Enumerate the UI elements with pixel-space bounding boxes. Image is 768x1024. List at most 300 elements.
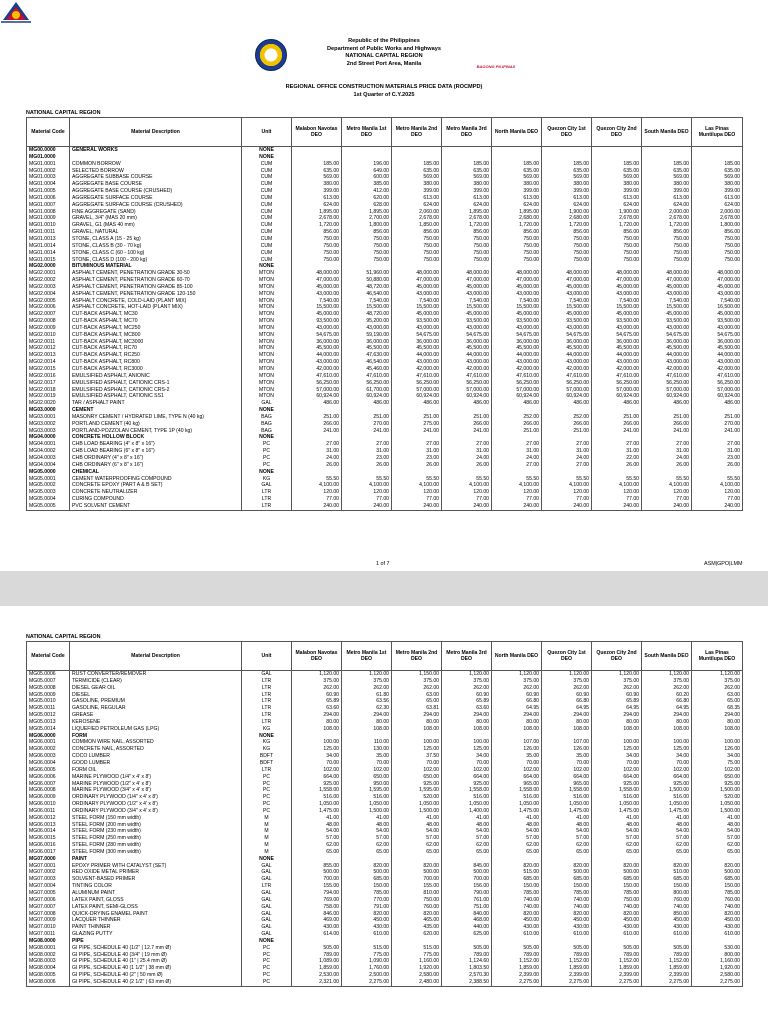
unit-cell: MTON (242, 318, 292, 325)
price-cell: 266.00 (442, 421, 492, 428)
price-cell: 62.00 (492, 842, 542, 849)
column-header: North Manila DEO (492, 118, 542, 147)
price-cell: 430.00 (642, 924, 692, 931)
price-cell: 1,475.00 (492, 808, 542, 815)
material-code-cell: MG04.0003 (27, 455, 70, 462)
unit-cell: BAG (242, 428, 292, 435)
material-code-cell: MG07.0002 (27, 869, 70, 876)
unit-cell: LTR (242, 767, 292, 774)
price-cell (292, 154, 342, 161)
price-cell: 856.00 (692, 229, 743, 236)
material-code-cell: MG06.0006 (27, 774, 70, 781)
unit-cell: PC (242, 441, 292, 448)
price-cell: 15,500.00 (392, 304, 442, 311)
price-cell: 294.00 (342, 712, 392, 719)
price-cell: 399.00 (392, 188, 442, 195)
material-code-cell: MG05.0004 (27, 496, 70, 503)
material-description-cell: CUT-BACK ASPHALT, MC30 (70, 311, 242, 318)
price-cell: 750.00 (442, 236, 492, 243)
price-cell: 380.00 (392, 181, 442, 188)
price-cell: 45,460.00 (342, 366, 392, 373)
column-header: Metro Manila 3rd DEO (442, 642, 492, 671)
price-cell: 48.00 (692, 822, 743, 829)
price-cell (292, 469, 342, 476)
material-description-cell: ASPHALT CEMENT, PENETRATION GRADE 85-100 (70, 284, 242, 291)
price-cell: 56,250.00 (642, 380, 692, 387)
material-description-cell: CUT-BACK ASPHALT, RC800 (70, 359, 242, 366)
unit-cell: PC (242, 462, 292, 469)
price-cell: 380.00 (442, 181, 492, 188)
price-cell (392, 938, 442, 945)
price-cell: 120.00 (692, 489, 743, 496)
table-row (27, 911, 743, 918)
table-row (27, 284, 743, 291)
material-code-cell: MG07.0006 (27, 897, 70, 904)
table-row (27, 387, 743, 394)
column-header: Quezon City 2nd DEO (592, 642, 642, 671)
material-description-cell: SOLVENT-BASED PRIMER (70, 876, 242, 883)
unit-cell: PC (242, 958, 292, 965)
price-cell: 60,924.00 (642, 393, 692, 400)
price-cell: 41.00 (542, 815, 592, 822)
price-cell (342, 263, 392, 270)
price-cell: 1,475.00 (592, 808, 642, 815)
price-cell: 37.50 (392, 753, 442, 760)
price-cell: 55.50 (592, 476, 642, 483)
unit-cell: GAL (242, 869, 292, 876)
material-code-cell: MG01.0000 (27, 154, 70, 161)
price-cell (642, 733, 692, 740)
table-row (27, 726, 743, 733)
material-description-cell: ASPHALT CONCRETE, COLD-LAID (PLANT MIX) (70, 298, 242, 305)
material-description-cell: STEEL FORM (250 mm width) (70, 835, 242, 842)
material-code-cell: MG04.0004 (27, 462, 70, 469)
price-cell: 375.00 (442, 678, 492, 685)
price-cell (292, 263, 342, 270)
price-cell: 26.00 (592, 462, 642, 469)
price-cell (292, 407, 342, 414)
price-cell: 613.00 (492, 195, 542, 202)
price-cell: 1,500.00 (692, 787, 743, 794)
price-cell: 65.00 (592, 849, 642, 856)
material-code-cell: MG05.0012 (27, 712, 70, 719)
price-cell (292, 147, 342, 154)
price-cell: 54.00 (342, 828, 392, 835)
material-description-cell: CHEMICAL (70, 469, 242, 476)
price-cell: 68.35 (692, 705, 743, 712)
price-cell (392, 733, 442, 740)
price-cell (342, 469, 392, 476)
material-description-cell: STONE, CLASS A (15 - 25 kg) (70, 236, 242, 243)
price-cell: 515.00 (492, 869, 542, 876)
material-description-cell: ASPHALT CEMENT, PENETRATION GRADE 30-50 (70, 270, 242, 277)
price-cell: 1,160.00 (692, 958, 743, 965)
price-cell: 45,000.00 (692, 311, 743, 318)
price-cell: 750.00 (692, 243, 743, 250)
price-cell: 54.00 (492, 828, 542, 835)
price-cell: 1,475.00 (542, 808, 592, 815)
price-cell (342, 147, 392, 154)
price-cell: 375.00 (542, 678, 592, 685)
material-description-cell: CHB ORDINARY (4" x 8" x 16") (70, 455, 242, 462)
material-description-cell: EMULSIFIED ASPHALT, CATIONIC CRS-2 (70, 387, 242, 394)
price-cell: 36,000.00 (442, 339, 492, 346)
price-cell: 450.00 (492, 917, 542, 924)
price-cell: 399.00 (592, 188, 642, 195)
price-cell: 1,800.00 (342, 222, 392, 229)
price-cell: 1,500.00 (342, 808, 392, 815)
material-description-cell: FORM (70, 733, 242, 740)
material-code-cell: MG06.0014 (27, 828, 70, 835)
price-cell: 66.80 (642, 698, 692, 705)
price-cell: 150.00 (692, 883, 743, 890)
unit-cell: MTON (242, 352, 292, 359)
price-cell: 1,720.00 (642, 222, 692, 229)
price-cell: 77.00 (542, 496, 592, 503)
material-description-cell: COMMON WIRE NAIL, ASSORTED (70, 739, 242, 746)
material-code-cell: MG02.0003 (27, 284, 70, 291)
table-row (27, 746, 743, 753)
unit-cell: NONE (242, 469, 292, 476)
price-cell: 64.95 (492, 705, 542, 712)
table-row (27, 801, 743, 808)
price-cell: 108.00 (292, 726, 342, 733)
table-row (27, 685, 743, 692)
price-cell: 4,100.00 (292, 482, 342, 489)
unit-cell: GAL (242, 911, 292, 918)
price-cell: 54.00 (692, 828, 743, 835)
price-cell: 7,540.00 (542, 298, 592, 305)
price-cell: 820.00 (392, 863, 442, 870)
price-cell: 55.50 (492, 476, 542, 483)
unit-cell: MTON (242, 359, 292, 366)
material-code-cell: MG05.0007 (27, 678, 70, 685)
price-cell: 750.00 (542, 250, 592, 257)
price-cell: 2,399.00 (592, 972, 642, 979)
price-cell (292, 856, 342, 863)
price-cell: 294.00 (692, 712, 743, 719)
material-code-cell: MG07.0008 (27, 911, 70, 918)
report-period: 1st Quarter of C.Y.2025 (353, 91, 415, 98)
material-description-cell: COCO LUMBER (70, 753, 242, 760)
material-description-cell: AGGREGATE SURFACE COURSE (70, 195, 242, 202)
price-cell: 856.00 (442, 229, 492, 236)
price-cell (542, 469, 592, 476)
price-cell: 750.00 (692, 250, 743, 257)
category-row (27, 938, 743, 945)
price-cell: 44,000.00 (542, 352, 592, 359)
region-label: NATIONAL CAPITAL REGION (26, 110, 101, 116)
price-cell: 43,000.00 (492, 291, 542, 298)
header-line-3: NATIONAL CAPITAL REGION (345, 53, 423, 60)
price-cell: 2,580.00 (392, 972, 442, 979)
price-cell: 516.00 (292, 794, 342, 801)
price-cell: 64.95 (642, 705, 692, 712)
price-cell: 43,000.00 (492, 325, 542, 332)
material-description-cell: EMULSIFIED ASPHALT, CATIONIC CRS-1 (70, 380, 242, 387)
material-description-cell: EPOXY PRIMER WITH CATALYST (SET) (70, 863, 242, 870)
price-cell: 740.00 (692, 904, 743, 911)
price-cell: 34.00 (692, 753, 743, 760)
price-cell: 65.00 (692, 698, 743, 705)
price-cell: 55.50 (342, 476, 392, 483)
price-cell: 93,500.00 (542, 318, 592, 325)
price-cell: 925.00 (592, 781, 642, 788)
material-code-cell: MG06.0003 (27, 753, 70, 760)
price-cell: 48,720.00 (342, 311, 392, 318)
material-description-cell: SELECTED BORROW (70, 168, 242, 175)
price-cell: 2,530.00 (292, 972, 342, 979)
unit-cell: KG (242, 726, 292, 733)
price-cell: 750.00 (292, 257, 342, 264)
material-code-cell: MG02.0009 (27, 325, 70, 332)
price-cell: 740.00 (492, 897, 542, 904)
unit-cell: PC (242, 448, 292, 455)
price-cell (392, 469, 442, 476)
price-cell: 57.00 (692, 835, 743, 842)
price-cell: 185.00 (292, 161, 342, 168)
unit-cell: CUM (242, 174, 292, 181)
price-cell: 35.00 (342, 753, 392, 760)
price-cell: 47,610.00 (492, 373, 542, 380)
table-row (27, 441, 743, 448)
price-cell: 34.00 (642, 753, 692, 760)
price-cell: 624.00 (592, 202, 642, 209)
price-cell: 50,880.00 (342, 277, 392, 284)
material-code-cell: MG01.0004 (27, 181, 70, 188)
price-cell (592, 938, 642, 945)
price-cell: 63.60 (292, 705, 342, 712)
price-cell: 63.56 (342, 698, 392, 705)
price-cell: 613.00 (292, 195, 342, 202)
material-code-cell: MG01.0007 (27, 202, 70, 209)
price-cell: 450.00 (692, 917, 743, 924)
price-cell: 266.00 (542, 421, 592, 428)
price-cell: 54,675.00 (592, 332, 642, 339)
price-cell: 625.00 (442, 931, 492, 938)
report-title-block (0, 84, 768, 99)
price-cell: 760.00 (392, 904, 442, 911)
price-cell: 740.00 (642, 904, 692, 911)
page-number: 1 of 7 (376, 561, 390, 567)
price-cell: 856.00 (592, 229, 642, 236)
price-cell: 2,275.00 (692, 979, 743, 986)
material-code-cell: MG01.0001 (27, 161, 70, 168)
price-cell: 60,924.00 (442, 393, 492, 400)
unit-cell: NONE (242, 147, 292, 154)
unit-cell: PC (242, 774, 292, 781)
unit-cell: CUM (242, 195, 292, 202)
price-cell: 925.00 (392, 781, 442, 788)
table-row (27, 304, 743, 311)
price-cell (342, 938, 392, 945)
price-cell: 108.00 (392, 726, 442, 733)
price-cell: 1,859.00 (492, 965, 542, 972)
price-cell: 27.00 (642, 441, 692, 448)
price-cell: 66.80 (492, 698, 542, 705)
table-row (27, 842, 743, 849)
price-cell: 65.00 (692, 849, 743, 856)
price-cell: 2,678.00 (592, 215, 642, 222)
price-cell: 516.00 (492, 794, 542, 801)
price-cell: 47,000.00 (692, 277, 743, 284)
price-cell: 125.00 (392, 746, 442, 753)
price-cell: 7,540.00 (692, 298, 743, 305)
price-cell: 450.00 (342, 917, 392, 924)
price-cell: 60,924.00 (692, 393, 743, 400)
material-code-cell: MG06.0001 (27, 739, 70, 746)
price-cell: 150.00 (542, 883, 592, 890)
bagong-pilipinas-label: BAGONG PILIPINAS (476, 64, 516, 69)
price-cell: 125.00 (642, 746, 692, 753)
unit-cell: MTON (242, 393, 292, 400)
material-code-cell: MG07.0003 (27, 876, 70, 883)
price-cell: 380.00 (542, 181, 592, 188)
table-row (27, 705, 743, 712)
price-cell: 635.00 (542, 168, 592, 175)
price-cell: 57,000.00 (392, 387, 442, 394)
price-cell (392, 434, 442, 441)
unit-cell: NONE (242, 856, 292, 863)
price-cell: 2,678.00 (692, 215, 743, 222)
price-cell: 41.00 (292, 815, 342, 822)
price-cell (442, 856, 492, 863)
price-cell: 2,678.00 (442, 215, 492, 222)
material-description-cell: TINTING COLOR (70, 883, 242, 890)
price-cell: 251.00 (392, 414, 442, 421)
price-cell: 95,200.00 (342, 318, 392, 325)
price-cell: 2,000.00 (642, 209, 692, 216)
price-cell: 125.00 (292, 746, 342, 753)
material-code-cell: MG07.0011 (27, 931, 70, 938)
price-cell: 108.00 (692, 726, 743, 733)
price-cell: 27.00 (692, 441, 743, 448)
price-cell: 294.00 (442, 712, 492, 719)
material-description-cell: LACQUER THINNER (70, 917, 242, 924)
price-cell: 569.00 (592, 174, 642, 181)
price-cell: 45,000.00 (592, 284, 642, 291)
price-cell: 1,895.00 (442, 209, 492, 216)
price-cell: 1,859.00 (592, 965, 642, 972)
table-row (27, 965, 743, 972)
price-cell: 45,000.00 (392, 311, 442, 318)
material-code-cell: MG01.0011 (27, 229, 70, 236)
price-cell: 664.00 (292, 774, 342, 781)
price-cell: 77.00 (642, 496, 692, 503)
material-code-cell: MG07.0005 (27, 890, 70, 897)
price-cell: 750.00 (492, 236, 542, 243)
price-cell: 750.00 (592, 236, 642, 243)
unit-cell: GAL (242, 897, 292, 904)
material-description-cell: AGGREGATE BASE COURSE (CRUSHED) (70, 188, 242, 195)
table-header-row (27, 642, 743, 671)
price-cell: 185.00 (392, 161, 442, 168)
price-cell: 1,120.00 (542, 671, 592, 678)
material-description-cell: CHB ORDINARY (6" x 8" x 16") (70, 462, 242, 469)
material-description-cell: BITUMINOUS MATERIAL (70, 263, 242, 270)
price-cell: 24.00 (442, 455, 492, 462)
price-cell: 54.00 (442, 828, 492, 835)
price-cell: 251.00 (292, 414, 342, 421)
price-cell: 45,500.00 (642, 345, 692, 352)
unit-cell: CUM (242, 222, 292, 229)
price-cell: 45,000.00 (492, 311, 542, 318)
price-cell: 856.00 (492, 229, 542, 236)
price-cell: 750.00 (542, 243, 592, 250)
unit-cell: KG (242, 476, 292, 483)
price-cell: 266.00 (592, 421, 642, 428)
price-cell: 62.30 (342, 705, 392, 712)
price-cell: 15,500.00 (642, 304, 692, 311)
price-cell: 750.00 (492, 243, 542, 250)
price-cell: 57,000.00 (592, 387, 642, 394)
price-cell: 27.00 (342, 441, 392, 448)
price-cell: 375.00 (492, 678, 542, 685)
table-row (27, 352, 743, 359)
material-description-cell: ORDINARY PLYWOOD (3/4" x 4' x 8') (70, 808, 242, 815)
unit-cell: MTON (242, 366, 292, 373)
price-cell: 43,000.00 (592, 325, 642, 332)
price-cell: 925.00 (442, 781, 492, 788)
material-code-cell: MG06.0012 (27, 815, 70, 822)
price-cell: 241.00 (692, 428, 743, 435)
price-cell: 610.00 (642, 931, 692, 938)
price-cell: 70.00 (592, 760, 642, 767)
price-cell (442, 733, 492, 740)
price-cell: 41.00 (342, 815, 392, 822)
material-description-cell: MARINE PLYWOOD (3/4" x 4' x 8') (70, 787, 242, 794)
column-header: South Manila DEO (642, 118, 692, 147)
price-cell: 2,275.00 (592, 979, 642, 986)
price-cell: 505.00 (592, 945, 642, 952)
price-cell: 27.00 (492, 441, 542, 448)
price-cell: 45,500.00 (292, 345, 342, 352)
price-cell: 1,558.00 (292, 787, 342, 794)
price-cell: 1,050.00 (642, 801, 692, 808)
column-header: Unit (242, 642, 292, 671)
price-cell (392, 407, 442, 414)
unit-cell: CUM (242, 188, 292, 195)
price-cell: 60.90 (292, 692, 342, 699)
price-cell: 810.00 (392, 890, 442, 897)
material-description-cell: STEEL FORM (150 mm width) (70, 815, 242, 822)
price-cell: 42,000.00 (592, 366, 642, 373)
price-cell: 60.90 (492, 692, 542, 699)
price-cell: 15,500.00 (442, 304, 492, 311)
price-cell: 294.00 (392, 712, 442, 719)
price-cell: 375.00 (642, 678, 692, 685)
price-cell: 240.00 (392, 503, 442, 510)
price-cell: 125.00 (442, 746, 492, 753)
price-cell: 36,000.00 (542, 339, 592, 346)
price-cell: 1,895.00 (492, 209, 542, 216)
price-cell: 241.00 (592, 428, 642, 435)
material-description-cell: AGGREGATE SURFACE COURSE (CRUSHED) (70, 202, 242, 209)
price-cell: 77.00 (592, 496, 642, 503)
price-cell: 54.00 (542, 828, 592, 835)
price-cell: 789.00 (492, 952, 542, 959)
price-cell (542, 263, 592, 270)
material-code-cell: MG04.0001 (27, 441, 70, 448)
price-cell: 60.90 (442, 692, 492, 699)
price-cell: 1,859.00 (292, 965, 342, 972)
price-cell: 262.00 (292, 685, 342, 692)
material-description-cell: RED OXIDE METAL PRIMER (70, 869, 242, 876)
unit-cell: CUM (242, 168, 292, 175)
price-cell: 43,000.00 (692, 359, 743, 366)
price-cell: 750.00 (642, 236, 692, 243)
header-line-1: Republic of the Philippines (348, 38, 420, 44)
